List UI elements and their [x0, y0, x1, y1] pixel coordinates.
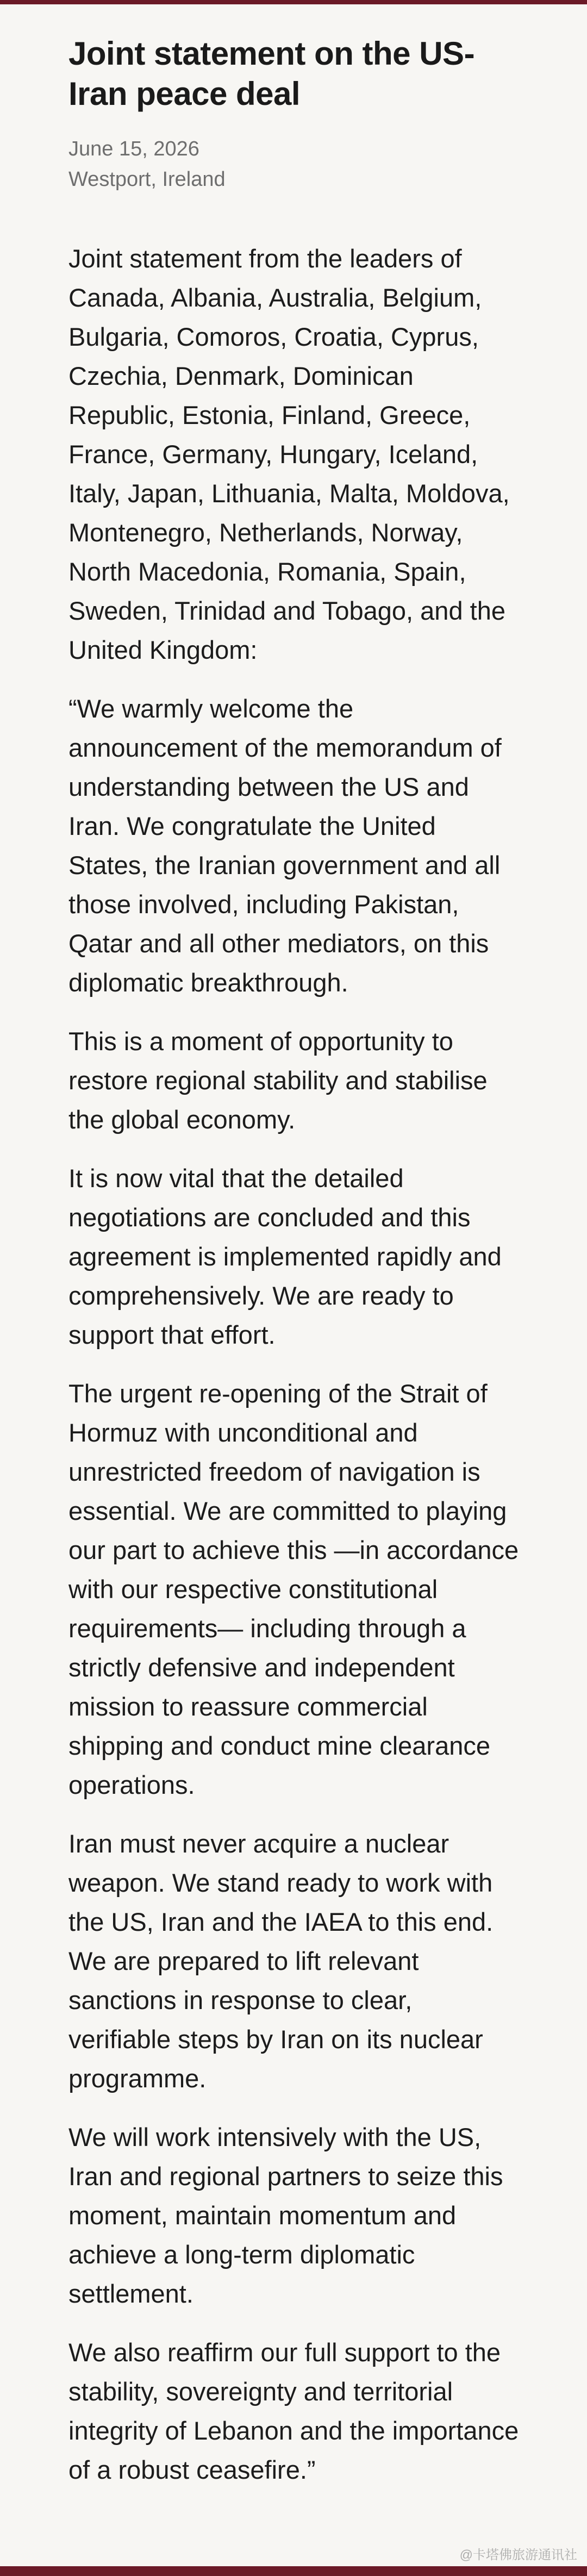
publish-date: June 15, 2026: [68, 138, 199, 160]
paragraph-welcome: “We warmly welcome the announcement of the memorandum of understanding between the US and Iran. We congratulate the United States, the Iranian government and all those involved, including Pakistan, Qatar and all other mediators, on this diplomatic breakthrough.: [68, 694, 502, 997]
watermark: @卡塔佛旅游通讯社: [459, 2548, 577, 2562]
paragraph-opportunity: This is a moment of opportunity to restore regional stability and stabilise the global economy.: [68, 1027, 488, 1134]
paragraph-hormuz: The urgent re-opening of the Strait of Hormuz with unconditional and unrestricted freedom of navigation is essential. We are committed to playing our part to achieve this —in accordance with our respective constitutional requirements— including through a strictly defensive and independent mission to reassure commercial shipping and conduct mine clearance operations.: [68, 1379, 519, 1799]
article: [68, 34, 520, 2509]
page-title: Joint statement on the US-Iran peace deal: [68, 35, 475, 112]
top-accent-bar: [0, 0, 587, 4]
paragraph-signatories: Joint statement from the leaders of Canada, Albania, Australia, Belgium, Bulgaria, Comoros, Croatia, Cyprus, Czechia, Denmark, Dominican Republic, Estonia, Finland, Greece, France, Germany, Hungary, Iceland, Italy, Japan, Lithuania, Malta, Moldova, Montenegro, Netherlands, Norway, North Macedonia, Romania, Spain, Sweden, Trinidad and Tobago, and the United Kingdom:: [68, 244, 510, 664]
paragraph-lebanon: We also reaffirm our full support to the stability, sovereignty and territorial integrity of Lebanon and the importance of a robust ceasefire.”: [68, 2338, 519, 2484]
article-meta: [68, 134, 520, 195]
paragraph-settlement: We will work intensively with the US, Iran and regional partners to seize this moment, maintain momentum and achieve a long-term diplomatic settlement.: [68, 2123, 503, 2308]
publish-location: Westport, Ireland: [68, 168, 226, 191]
paragraph-negotiations: It is now vital that the detailed negotiations are concluded and this agreement is implemented rapidly and comprehensively. We are ready to support that effort.: [68, 1164, 502, 1349]
bottom-accent-bar: [0, 2566, 587, 2576]
paragraph-nuclear: Iran must never acquire a nuclear weapon. We stand ready to work with the US, Iran and the IAEA to this end. We are prepared to lift relevant sanctions in response to clear, verifiable steps by Iran on its nuclear programme.: [68, 1829, 494, 2093]
